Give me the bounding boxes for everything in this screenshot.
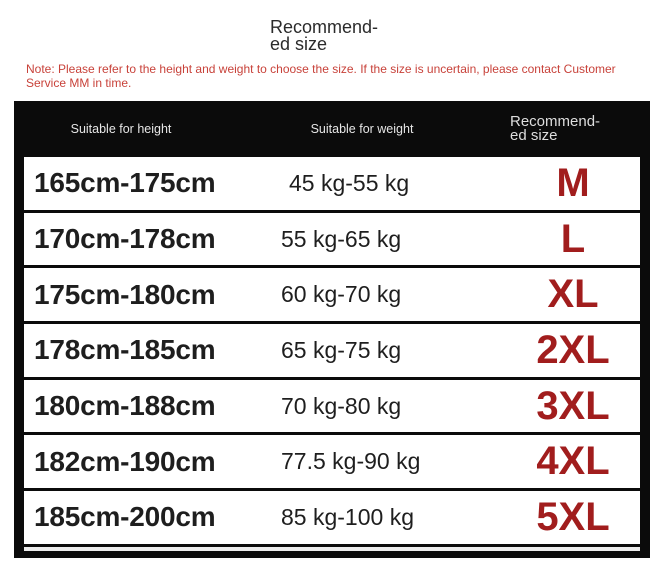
weight-cell: 45 kg-55 kg <box>289 169 410 196</box>
table-row <box>24 157 640 210</box>
size-cell: L <box>560 216 586 261</box>
height-cell: 185cm-200cm <box>34 501 216 533</box>
height-cell: 175cm-180cm <box>34 278 216 310</box>
height-cell: 178cm-185cm <box>34 334 216 366</box>
weight-cell: 85 kg-100 kg <box>281 503 414 530</box>
table-bottom-divider <box>24 547 640 551</box>
table-row <box>24 324 640 377</box>
size-cell: 5XL <box>536 494 610 539</box>
size-cell: M <box>556 160 590 205</box>
table-row <box>24 491 640 544</box>
header-size-line-2: ed size <box>510 127 558 144</box>
weight-cell: 70 kg-80 kg <box>281 392 402 419</box>
weight-cell: 65 kg-75 kg <box>281 336 402 363</box>
table-row <box>24 380 640 433</box>
table-row <box>24 213 640 266</box>
size-cell: 4XL <box>536 439 610 484</box>
header-size-line-1: Recommend- <box>510 113 601 130</box>
height-cell: 180cm-188cm <box>34 390 216 422</box>
height-cell: 170cm-178cm <box>34 223 216 255</box>
weight-cell: 55 kg-65 kg <box>281 225 402 252</box>
height-cell: 165cm-175cm <box>34 167 216 199</box>
size-cell: 2XL <box>536 327 610 372</box>
chart-title-line-1: Recommend- <box>270 17 379 37</box>
weight-cell: 60 kg-70 kg <box>281 281 402 308</box>
height-cell: 182cm-190cm <box>34 445 216 477</box>
header-weight: Suitable for weight <box>310 122 414 136</box>
size-note: Note: Please refer to the height and weight to choose the size. If the size is uncertain, please contact Customer Service MM in time. <box>26 62 616 90</box>
chart-title-line-2: ed size <box>270 34 328 54</box>
table-row <box>24 435 640 488</box>
chart-title <box>270 19 378 53</box>
table-body <box>24 157 640 544</box>
header-height: Suitable for height <box>70 122 172 136</box>
weight-cell: 77.5 kg-90 kg <box>281 448 421 475</box>
size-cell: 3XL <box>536 383 610 428</box>
table-row <box>24 268 640 321</box>
header-size <box>510 115 600 143</box>
size-cell: XL <box>547 272 599 317</box>
size-table <box>14 101 650 558</box>
